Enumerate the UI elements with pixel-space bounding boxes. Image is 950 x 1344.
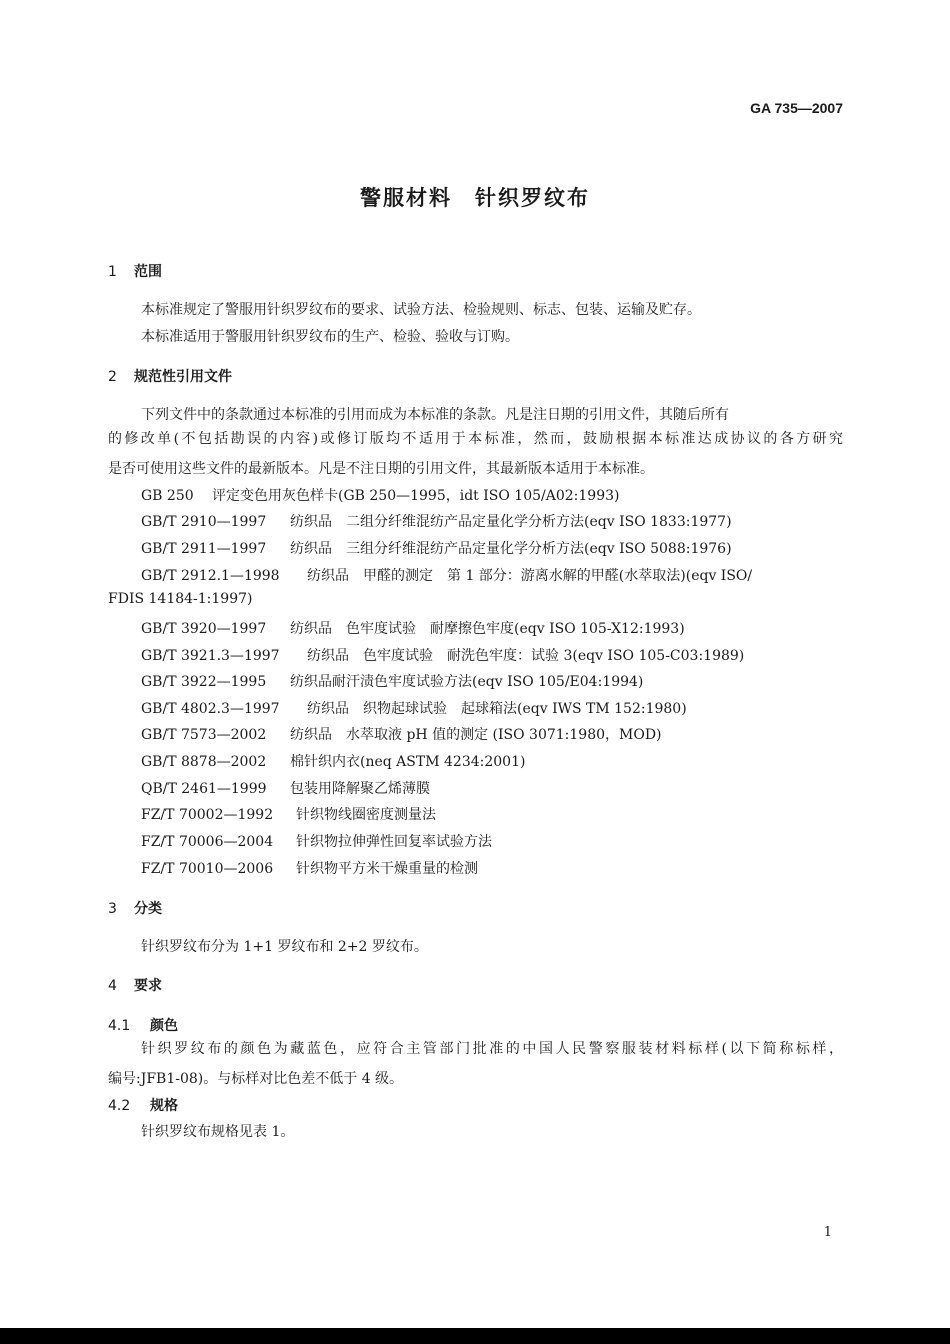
reference-code: GB/T 2910—1997 [141,514,267,530]
paragraph-line: 编号:JFB1-08)。与标样对比色差不低于 4 级。 [108,1071,404,1087]
reference-item [141,618,685,638]
reference-code: QB/T 2461—1999 [141,781,267,797]
reference-title: 针织物平方米干燥重量的检测 [296,861,478,877]
section-4-heading [108,975,162,995]
section-number: 1 [108,264,117,280]
section-number: 3 [108,901,117,917]
paragraph: 本标准规定了警服用针织罗纹布的要求、试验方法、检验规则、标志、包装、运输及贮存。 [141,302,701,318]
reference-item [141,751,525,771]
reference-code: GB 250 [141,488,194,504]
reference-title: 纺织品 三组分纤维混纺产品定量化学分析方法(eqv ISO 5088:1976) [290,541,732,557]
reference-continuation: FDIS 14184-1:1997) [108,591,253,607]
reference-title: 包装用降解聚乙烯薄膜 [290,781,430,797]
reference-code: FZ/T 70002—1992 [141,807,274,823]
reference-title: 纺织品 织物起球试验 起球箱法(eqv IWS TM 152:1980) [307,701,687,717]
reference-item [141,778,430,798]
paragraph-line: 针织罗纹布的颜色为藏蓝色，应符合主管部门批准的中国人民警察服装材料标样(以下简称标样， [141,1041,843,1057]
reference-item [141,485,619,505]
reference-code: FZ/T 70006—2004 [141,834,274,850]
reference-code: GB/T 7573—2002 [141,727,267,743]
section-2-heading [108,366,232,386]
bottom-edge-bar [0,1328,950,1344]
section-3-heading [108,898,162,918]
reference-title: 纺织品耐汗渍色牢度试验方法(eqv ISO 105/E04:1994) [290,674,644,690]
paragraph: 针织罗纹布规格见表 1。 [141,1124,295,1140]
paragraph-line: 下列文件中的条款通过本标准的引用而成为本标准的条款。凡是注日期的引用文件，其随后所有 [141,407,729,423]
reference-item [141,724,662,744]
reference-code: GB/T 3920—1997 [141,621,267,637]
reference-item [141,804,436,824]
reference-item [141,645,744,665]
section-title: 范围 [134,264,162,280]
subsection-4-1-heading [108,1015,178,1035]
reference-code: GB/T 4802.3—1997 [141,701,280,717]
reference-title: 纺织品 水萃取液 pH 值的测定 (ISO 3071:1980，MOD) [290,727,662,743]
section-number: 2 [108,369,117,385]
paragraph: 本标准适用于警服用针织罗纹布的生产、检验、验收与订购。 [141,329,519,345]
reference-title: 纺织品 二组分纤维混纺产品定量化学分析方法(eqv ISO 1833:1977) [290,514,732,530]
reference-code: GB/T 3922—1995 [141,674,267,690]
reference-item [141,565,752,585]
reference-item [141,831,492,851]
section-title: 颜色 [150,1018,178,1034]
standard-code: GA 735—2007 [750,100,843,116]
reference-title: 纺织品 甲醛的测定 第 1 部分：游离水解的甲醛(水萃取法)(eqv ISO/ [307,568,753,584]
section-1-heading [108,261,162,281]
reference-item [141,698,687,718]
reference-code: GB/T 2912.1—1998 [141,568,280,584]
section-title: 规格 [150,1098,178,1114]
reference-title: 纺织品 色牢度试验 耐摩擦色牢度(eqv ISO 105-X12:1993) [290,621,685,637]
reference-code: FZ/T 70010—2006 [141,861,274,877]
document-title: 警服材料 针织罗纹布 [360,186,590,210]
reference-code: GB/T 2911—1997 [141,541,267,557]
reference-code: GB/T 8878—2002 [141,754,267,770]
reference-item [141,858,478,878]
paragraph-line: 是否可使用这些文件的最新版本。凡是不注日期的引用文件，其最新版本适用于本标准。 [108,461,654,477]
reference-item [141,538,732,558]
reference-title: 评定变色用灰色样卡(GB 250—1995，idt ISO 105/A02:1993) [212,488,620,504]
paragraph: 针织罗纹布分为 1+1 罗纹布和 2+2 罗纹布。 [141,939,428,955]
subsection-4-2-heading [108,1095,178,1115]
paragraph-line: 的修改单(不包括勘误的内容)或修订版均不适用于本标准，然而，鼓励根据本标准达成协议的各方研究 [108,431,843,447]
reference-code: GB/T 3921.3—1997 [141,648,280,664]
page-number: 1 [823,1225,832,1240]
section-title: 要求 [134,978,162,994]
section-title: 分类 [134,901,162,917]
reference-item [141,671,643,691]
section-title: 规范性引用文件 [134,369,232,385]
section-number: 4.1 [108,1018,131,1034]
reference-item [141,511,732,531]
reference-title: 棉针织内衣(neq ASTM 4234:2001) [290,754,526,770]
reference-title: 纺织品 色牢度试验 耐洗色牢度：试验 3(eqv ISO 105-C03:1989) [307,648,745,664]
section-number: 4 [108,978,117,994]
reference-title: 针织物拉伸弹性回复率试验方法 [296,834,492,850]
reference-title: 针织物线圈密度测量法 [296,807,436,823]
section-number: 4.2 [108,1098,131,1114]
